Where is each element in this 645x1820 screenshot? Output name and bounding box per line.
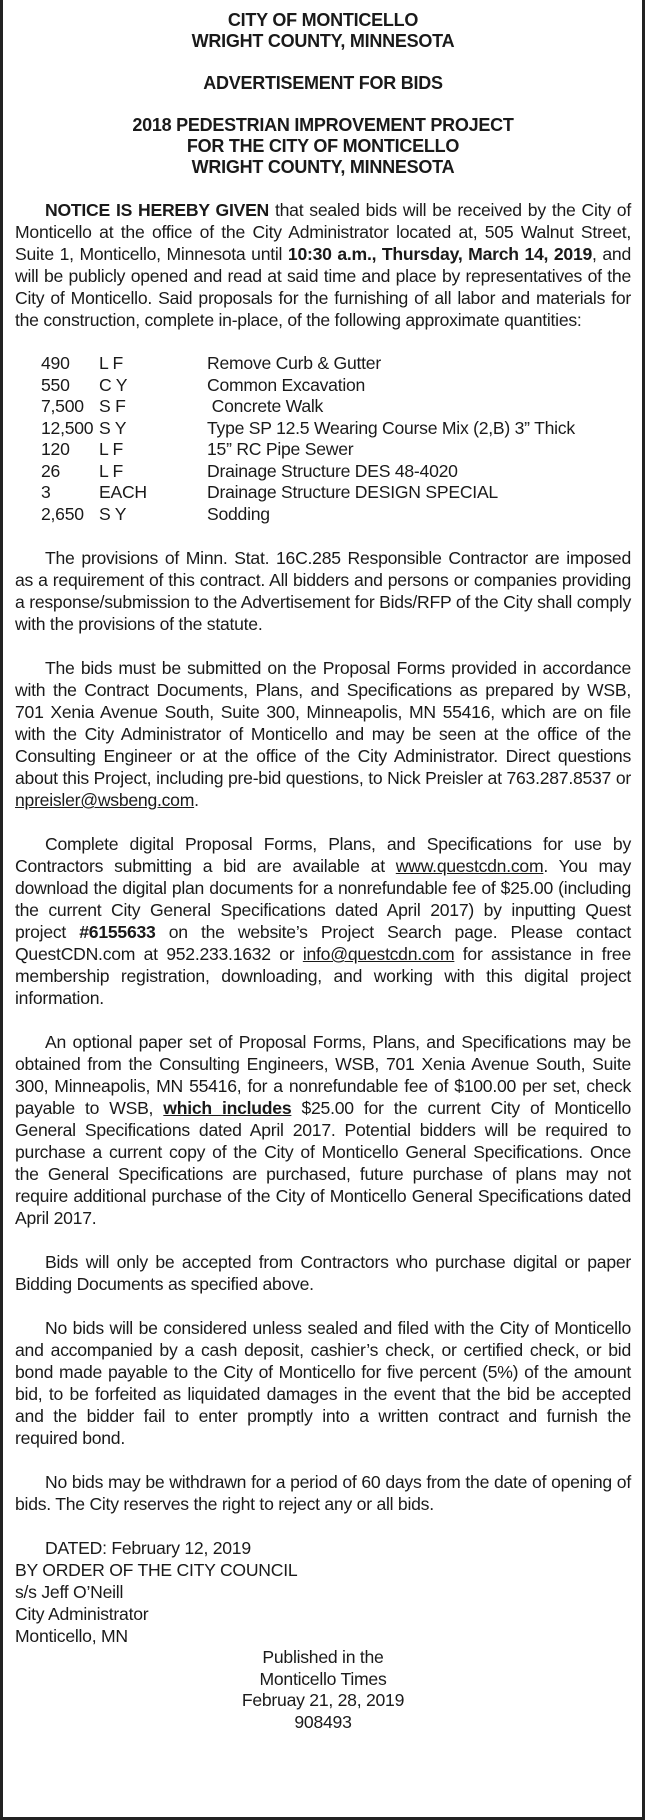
body-paragraph [15,657,631,811]
publication-info [15,1647,631,1733]
text-segment: for assistance in free membership registration, downloading, and working with this digital project information. [15,944,631,1008]
header [15,10,631,199]
signature-block [15,1537,631,1647]
text-segment: , and will be publicly opened and read at said time and place by representatives of the City of Monticello. Said proposals for the furnishing of all labor and materials for the construction, complete in-place, of the following approximate quantities: [15,244,631,330]
quantity-item: Type SP 12.5 Wearing Course Mix (2,B) 3” Thick [207,417,575,438]
quantity-unit: S F [99,396,126,416]
signer-title: City Administrator [15,1604,149,1624]
project-line: 2018 PEDESTRIAN IMPROVEMENT PROJECT [132,115,514,135]
notice-paragraph [15,199,631,331]
bold-text: NOTICE IS HEREBY GIVEN [45,200,270,220]
quantity-item: Sodding [207,503,270,524]
ad-title: ADVERTISEMENT FOR BIDS [203,73,443,93]
pub-line: Published in the [262,1647,384,1667]
quantity-row [41,461,575,483]
text-segment: The bids must be submitted on the Proposal Forms provided in accordance with the Contract Documents, Plans, and Specifications as prepared by WSB, 701 Xenia Avenue South, Suite 300, Minneapolis, MN 55416, which are on file with the City Administrator of Monticello and may be seen at the office of the Consulting Engineer or at the office of the City Administrator. Direct questions about this Project, including pre-bid questions, to Nick Preisler at 763.287.8537 or [15,658,631,788]
project-line: FOR THE CITY OF MONTICELLO [186,136,460,156]
quantity-qty: 2,650 [41,503,84,524]
quantity-qty: 7,500 [41,396,84,416]
quantity-unit: S Y [99,503,127,524]
signed: s/s Jeff O’Neill [15,1582,124,1602]
quantity-unit: L F [99,439,124,459]
text-segment: that sealed bids will be received by the City of Monticello at the office of the City Administrator located at, 505 Walnut Street, Suite 1, Monticello, Minnesota until [15,200,631,264]
quantity-qty: 550 [41,374,70,395]
quantity-unit: C Y [99,374,128,395]
body-paragraph [15,1317,631,1449]
body-paragraph [15,833,631,1009]
quantity-row [41,375,575,397]
quantity-qty: 490 [41,353,70,373]
dated: DATED: February 12, 2019 [45,1538,251,1558]
text-segment: on the website’s Project Search page. Please contact QuestCDN.com at 952.233.1632 or [15,922,631,964]
link-text[interactable]: npreisler@wsbeng.com [15,790,195,810]
text-segment: No bids will be considered unless sealed and filed with the City of Monticello and accompanied by a cash deposit, cashier’s check, or certified check, or bid bond made payable to the City of Monticello for five percent (5%) of the amount bid, to be forfeited as liquidated damages in the event that the bid be accepted and the bidder fail to enter promptly into a written contract and furnish the required bond. [15,1318,631,1448]
link-text[interactable]: which includes [163,1098,292,1118]
text-segment: . [194,790,199,810]
order: BY ORDER OF THE CITY COUNCIL [15,1560,298,1580]
bold-text: #6155633 [79,922,156,942]
project-line: WRIGHT COUNTY, MINNESOTA [191,157,455,177]
quantity-qty: 3 [41,482,51,502]
quantity-qty: 12,500 [41,417,94,438]
quantity-unit: EACH [99,482,147,502]
quantity-item: Drainage Structure DESIGN SPECIAL [207,482,498,502]
text-segment: The provisions of Minn. Stat. 16C.285 Responsible Contractor are imposed as a requirement of this contract. All bidders and persons or companies providing a response/submission to the Advertisement for Bids/RFP of the City shall comply with the provisions of the statute. [15,548,631,634]
place: Monticello, MN [15,1626,128,1646]
header-line: WRIGHT COUNTY, MINNESOTA [191,31,455,51]
body-paragraph [15,547,631,635]
body-paragraph [15,1251,631,1295]
text-segment: An optional paper set of Proposal Forms, Plans, and Specifications may be obtained from the Consulting Engineers, WSB, 701 Xenia Avenue South, Suite 300, Minneapolis, MN 55416, for a nonrefundable fee of $100.00 per set, check payable to WSB, [15,1032,631,1118]
quantity-unit: L F [99,353,124,373]
body-paragraph [15,1471,631,1515]
ad-number: 908493 [294,1711,352,1732]
text-segment: $25.00 for the current City of Monticello General Specifications dated April 2017. Potential bidders will be required to purchase a current copy of the City of Monticello General Specifications. Once the General Specifications are purchased, future purchase of plans may not require additional purchase of the City of Monticello General Specifications dated April 2017. [15,1098,631,1228]
quantity-row [41,439,575,461]
quantity-item: 15” RC Pipe Sewer [207,439,354,459]
quantity-item: Remove Curb & Gutter [207,353,381,373]
text-segment: . You may download the digital plan documents for a nonrefundable fee of $25.00 (including the current City General Specifications dated April 2017) by inputting Quest project [15,856,631,942]
link-text[interactable]: info@questcdn.com [302,944,455,964]
bold-text: 10:30 a.m., Thursday, March 14, 2019 [287,244,593,264]
quantity-qty: 26 [41,460,61,481]
text-segment: No bids may be withdrawn for a period of 60 days from the date of opening of bids. The City reserves the right to reject any or all bids. [15,1472,631,1514]
quantity-row [41,418,575,440]
quantity-unit: L F [99,460,124,481]
pub-dates: Februay 21, 28, 2019 [241,1690,405,1710]
quantity-row [41,353,575,375]
body-paragraph [15,1031,631,1229]
quantities-table [41,353,575,525]
header-line: CITY OF MONTICELLO [227,10,419,30]
quantity-row [41,504,575,526]
quantity-item: Concrete Walk [207,396,324,416]
quantity-qty: 120 [41,439,70,459]
link-text[interactable]: www.questcdn.com [395,856,544,876]
quantity-row [41,482,575,504]
quantity-item: Common Excavation [207,374,366,395]
quantity-unit: S Y [99,417,127,438]
pub-line: Monticello Times [259,1668,387,1689]
quantity-row [41,396,575,418]
text-segment: Bids will only be accepted from Contractors who purchase digital or paper Bidding Documents as specified above. [15,1252,631,1294]
quantity-item: Drainage Structure DES 48-4020 [207,460,458,481]
text-segment: Complete digital Proposal Forms, Plans, and Specifications for use by Contractors submitting a bid are available at [15,834,631,876]
